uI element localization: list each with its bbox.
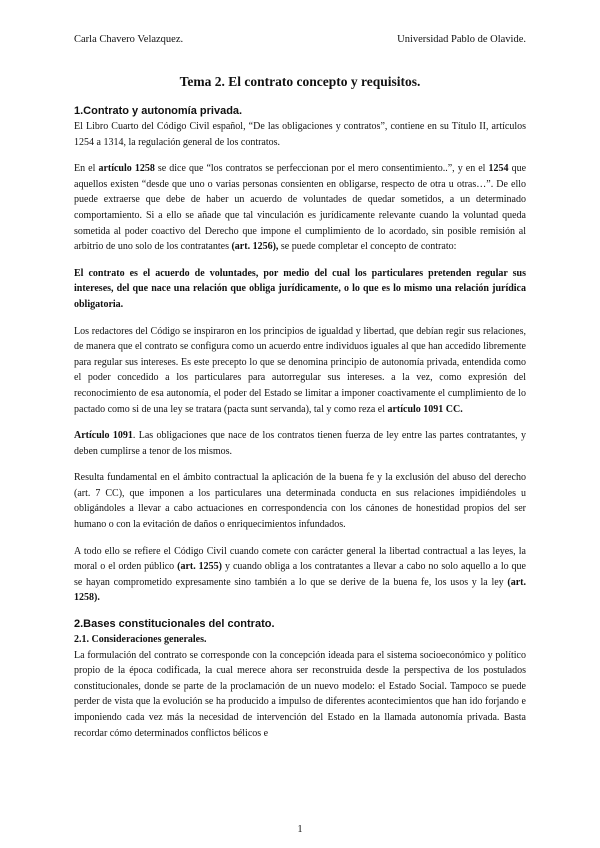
text-run: y cuando obliga a los contratantes a llevar a cabo no solo aquello a lo que se hayan comprometido expresamente sino también a lo que se derive de la buena fe, los usos y la ley bbox=[74, 561, 526, 588]
bold-run: artículo 1091 CC. bbox=[387, 403, 463, 415]
paragraph-2 bbox=[74, 161, 526, 255]
header-university: Universidad Pablo de Olavide. bbox=[397, 34, 526, 45]
bold-run: artículo 1258 bbox=[98, 163, 155, 175]
text-run: . Las obligaciones que nace de los contratos tienen fuerza de ley entre las partes contratantes, y deben cumplirse a tenor de los mismos. bbox=[74, 430, 527, 457]
paragraph-3 bbox=[74, 324, 526, 418]
paragraph-6 bbox=[74, 544, 526, 606]
bold-run: (art. 1255) bbox=[177, 561, 223, 573]
paragraph-5: Resulta fundamental en el ámbito contractual la aplicación de la buena fe y la exclusión del abuso del derecho (art. 7 CC), que imponen a los particulares una determinada conducta en sus relaciones impidiéndoles u obligándoles a llevar a cabo actuaciones en correspondencia con los cánones de honestidad propios del ser humano o con la evitación de daños o enriquecimientos infundados. bbox=[74, 472, 526, 531]
header-author: Carla Chavero Velazquez. bbox=[74, 34, 184, 45]
bold-run: (art. 1258). bbox=[74, 576, 526, 604]
subsection-2-1-heading: 2.1. Consideraciones generales. bbox=[74, 634, 207, 646]
text-run: se puede completar el concepto de contrato: bbox=[278, 241, 457, 253]
document-body bbox=[74, 104, 526, 741]
text-run: que aquellos existen “desde que uno o varias personas consienten en obligarse, respecto de otra u otras…”. De ello puede extraerse que debe de haber un acuerdo de voluntades de quedar sometidos, a un determinado comportamiento. Si a ello se añade que tal vinculación es jurídicamente relevante cuando la voluntad queda sometida al poder coactivo del Derecho que impone el cumplimiento de lo acordado, sin posible remisión al arbitrio de uno solo de los contratantes bbox=[74, 163, 527, 253]
text-run: A todo ello se refiere el Código Civil cuando comete con carácter general la libertad contractual a las leyes, la moral o el orden público bbox=[74, 545, 526, 573]
section-2-heading: 2.Bases constitucionales del contrato. bbox=[74, 618, 275, 631]
bold-run: 1254 bbox=[488, 163, 509, 175]
contract-definition: El contrato es el acuerdo de voluntades, por medio del cual los particulares pretenden regular sus intereses, del que nace una relación que obliga jurídicamente, o lo que es lo mismo una relación jurídica obligatoria. bbox=[74, 267, 526, 310]
text-run: Los redactores del Código se inspiraron en los principios de igualdad y libertad, que debían regir sus relaciones, de manera que el contrato se configura como un acuerdo entre individuos iguales al que han accedido libremente para regular sus intereses. Es este precepto lo que se denomina principio de autonomía privada, entendida como el poder concedido a los particulares para autorregular sus intereses. a la vez, como expresión del reconocimiento de esa autonomía, el poder del Estado se limitar a imponer coactivamente el cumplimiento de lo pactado como si de una ley se tratara (pacta sunt servanda), tal y como reza el bbox=[74, 325, 526, 415]
bold-run: Artículo 1091 bbox=[74, 430, 133, 442]
page-number: 1 bbox=[297, 824, 303, 835]
bold-run: (art. 1256), bbox=[231, 241, 279, 253]
paragraph-7: La formulación del contrato se corresponde con la concepción ideada para el sistema socioeconómico y político propio de la época codificada, la cual merece ahora ser reconstruida desde la perspectiva de los postulados constitucionales, donde se parte de la proclamación de un nuevo modelo: el Estado Social. Tampoco se puede perder de vista que la evolución se ha producido a impulso de diferentes acontecimientos que han ido forjando e imponiendo cada vez más la necesidad de intervención del Estado en la llamada autonomía privada. Basta recordar cómo determinados conflictos bélicos e bbox=[74, 649, 526, 739]
document-title: Tema 2. El contrato concepto y requisitos. bbox=[179, 74, 421, 89]
paragraph-1: El Libro Cuarto del Código Civil español, “De las obligaciones y contratos”, contiene en su Título II, artículos 1254 a 1314, la regulación general de los contratos. bbox=[74, 121, 526, 148]
text-run: se dice que “los contratos se perfeccionan por el mero consentimiento..”, y en el bbox=[154, 163, 489, 175]
page-header bbox=[74, 34, 526, 45]
section-1-heading: 1.Contrato y autonomía privada. bbox=[74, 105, 243, 117]
text-run: En el bbox=[74, 163, 99, 175]
paragraph-4 bbox=[74, 428, 526, 459]
